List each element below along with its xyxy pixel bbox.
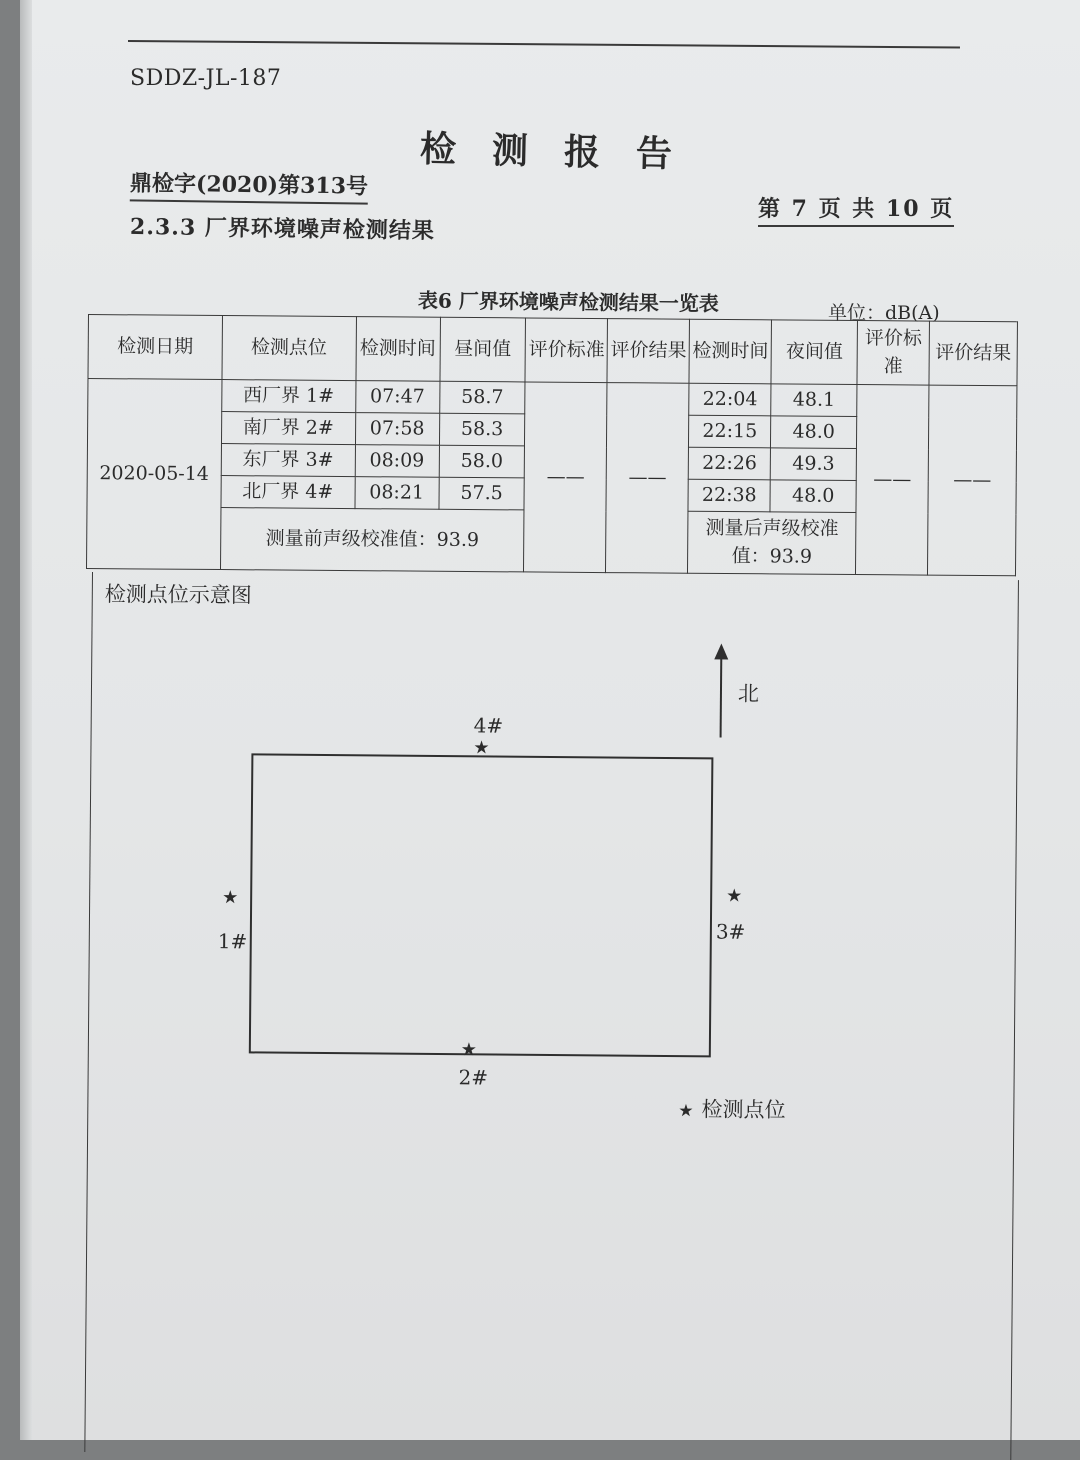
point-label-2: 2#: [458, 1065, 489, 1090]
north-arrow-icon: [720, 647, 723, 737]
binding-spine: [20, 0, 32, 1440]
day-result-cell: ——: [606, 383, 689, 574]
header-row: [88, 315, 1017, 386]
night-time-cell: 22:38: [688, 479, 770, 512]
star-icon: ★: [460, 1039, 478, 1061]
star-icon: ★: [473, 737, 490, 759]
calibration-after-line2: 值：93.9: [731, 544, 813, 568]
date-cell: 2020-05-14: [87, 379, 222, 570]
header-night-result: 评价结果: [929, 321, 1017, 386]
point-label-4: 4#: [473, 713, 504, 738]
day-time-cell: 08:21: [355, 477, 439, 510]
noise-results-table: [86, 314, 1018, 576]
night-value-cell: 49.3: [770, 448, 856, 481]
day-standard-cell: ——: [524, 382, 607, 573]
day-value-cell: 57.5: [439, 477, 525, 510]
night-value-cell: 48.1: [771, 384, 857, 417]
night-time-cell: 22:04: [689, 383, 771, 416]
night-time-cell: 22:15: [689, 415, 771, 448]
point-cell: 南厂界 2#: [221, 412, 355, 445]
page-number: 第 7 页 共 10 页: [758, 192, 954, 227]
point-cell: 西厂界 1#: [222, 380, 356, 413]
night-value-cell: 48.0: [771, 416, 857, 449]
day-time-cell: 07:47: [355, 381, 439, 414]
table-unit: 单位：dB(A): [828, 302, 940, 324]
table-caption: 表6 厂界环境噪声检测结果一览表: [417, 288, 719, 316]
diagram-title: 检测点位示意图: [104, 582, 252, 608]
day-value-cell: 58.7: [439, 381, 525, 414]
day-time-cell: 08:09: [355, 445, 439, 478]
diagram-legend: [678, 1093, 786, 1124]
point-label-3: 3#: [715, 919, 746, 944]
point-cell: 北厂界 4#: [221, 476, 355, 509]
report-page: [20, 0, 1080, 1440]
section-title: 2.3.3 厂界环境噪声检测结果: [129, 213, 436, 245]
calibration-before: 测量前声级校准值：93.9: [220, 508, 524, 572]
day-time-cell: 07:58: [355, 413, 439, 446]
report-title: 检测报告: [419, 127, 709, 177]
night-time-cell: 22:26: [688, 447, 770, 480]
header-day-value: 昼间值: [440, 317, 526, 382]
header-date: 检测日期: [88, 315, 222, 380]
calibration-after: [688, 511, 856, 574]
day-value-cell: 58.0: [439, 445, 525, 478]
point-diagram: [84, 572, 1019, 1460]
header-night-standard: 评价标准: [857, 321, 929, 386]
night-standard-cell: ——: [856, 385, 929, 576]
day-value-cell: 58.3: [439, 413, 525, 446]
header-day-time: 检测时间: [356, 317, 440, 382]
site-boundary: [249, 753, 714, 1061]
star-icon: ★: [726, 885, 743, 907]
point-label-1: 1#: [217, 929, 248, 954]
header-day-result: 评价结果: [607, 319, 689, 384]
header-night-value: 夜间值: [771, 320, 857, 385]
header-rule: [128, 40, 960, 49]
star-icon: ★: [678, 1101, 694, 1122]
calibration-after-line1: 测量后声级校准: [705, 516, 839, 540]
night-result-cell: ——: [928, 385, 1017, 576]
point-cell: 东厂界 3#: [221, 444, 355, 477]
north-label: 北: [737, 681, 760, 706]
star-icon: ★: [222, 887, 239, 909]
header-day-standard: 评价标准: [525, 318, 607, 383]
header-point: 检测点位: [222, 316, 356, 381]
night-value-cell: 48.0: [770, 480, 856, 513]
form-code: SDDZ-JL-187: [130, 66, 282, 91]
header-night-time: 检测时间: [689, 319, 771, 384]
report-number: 鼎检字(2020)第313号: [130, 166, 368, 204]
legend-label: 检测点位: [701, 1097, 786, 1123]
